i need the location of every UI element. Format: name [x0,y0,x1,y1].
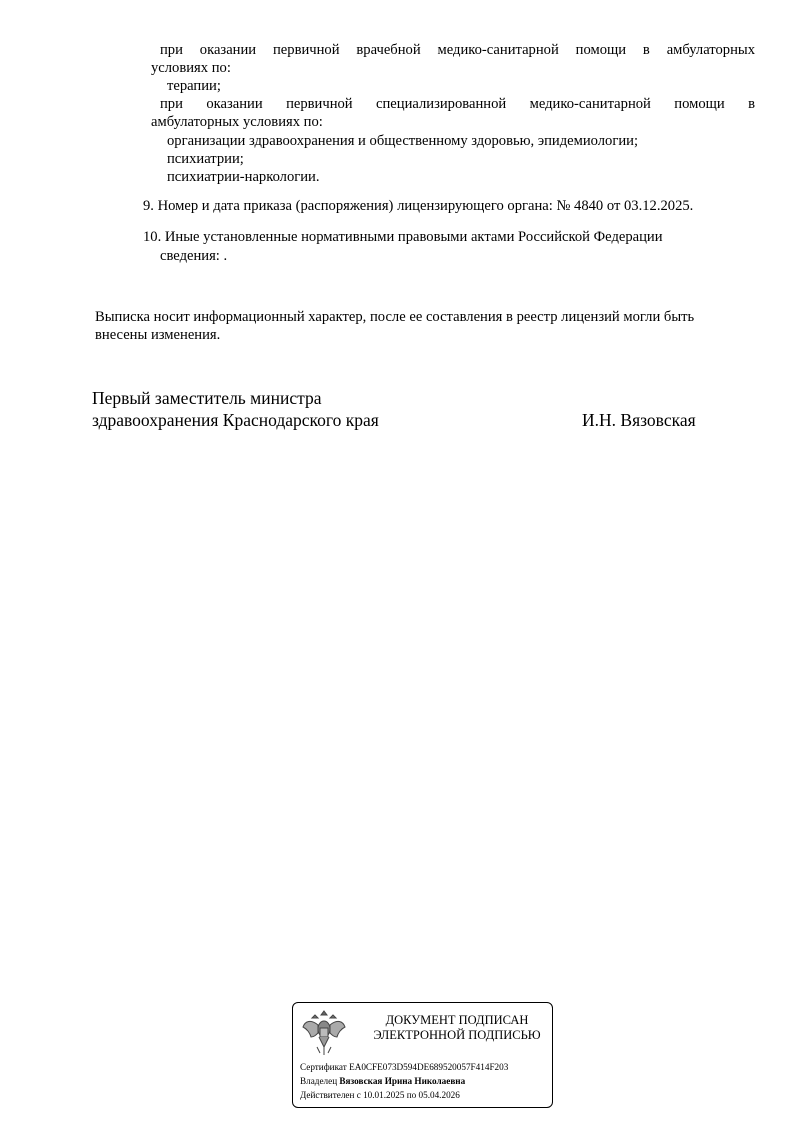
signatory-name: И.Н. Вязовская [582,410,696,430]
item-therapy: терапии; [167,78,221,94]
clause-10-line1: 10. Иные установленные нормативными правовыми актами Российской Федерации [143,229,663,245]
stamp-title [371,1013,543,1043]
notice-line2: внесены изменения. [95,327,221,343]
stamp-title-line2: ЭЛЕКТРОННОЙ ПОДПИСЬЮ [373,1028,541,1042]
stamp-owner [300,1075,465,1087]
clause-9-order-number: 9. Номер и дата приказа (распоряжения) лицензирующего органа: № 4840 от 03.12.2025. [143,198,694,214]
notice-line1: Выписка носит информационный характер, после ее составления в реестр лицензий могли быть [95,309,695,325]
owner-value: Вязовская Ирина Николаевна [339,1076,466,1086]
specialized-care-heading-cont: амбулаторных условиях по: [151,114,323,130]
signatory-position-line2: здравоохранения Краснодарского края [92,410,379,430]
stamp-title-line1: ДОКУМЕНТ ПОДПИСАН [385,1013,529,1027]
primary-care-heading-cont: условиях по: [151,60,231,76]
owner-label: Владелец [300,1076,338,1086]
item-org-health: организации здравоохранения и общественному здоровью, эпидемиологии; [167,133,639,149]
russian-coat-of-arms-icon [301,1007,347,1059]
certificate-label: Сертификат [300,1062,347,1072]
stamp-certificate [300,1061,508,1073]
certificate-value: EA0CFE073D594DE689520057F414F203 [349,1062,509,1072]
clause-10-line2: сведения: . [160,248,228,264]
specialized-care-heading: при оказании первичной специализированной медико-санитарной помощи в [160,96,755,112]
item-psychiatry: психиатрии; [167,151,244,167]
item-psychiatry-narcology: психиатрии-наркологии. [167,169,320,185]
primary-care-heading: при оказании первичной врачебной медико-санитарной помощи в амбулаторных [160,42,755,58]
signatory-position-line1: Первый заместитель министра [92,388,322,408]
stamp-validity: Действителен с 10.01.2025 по 05.04.2026 [300,1090,460,1100]
electronic-signature-stamp [292,1002,553,1108]
